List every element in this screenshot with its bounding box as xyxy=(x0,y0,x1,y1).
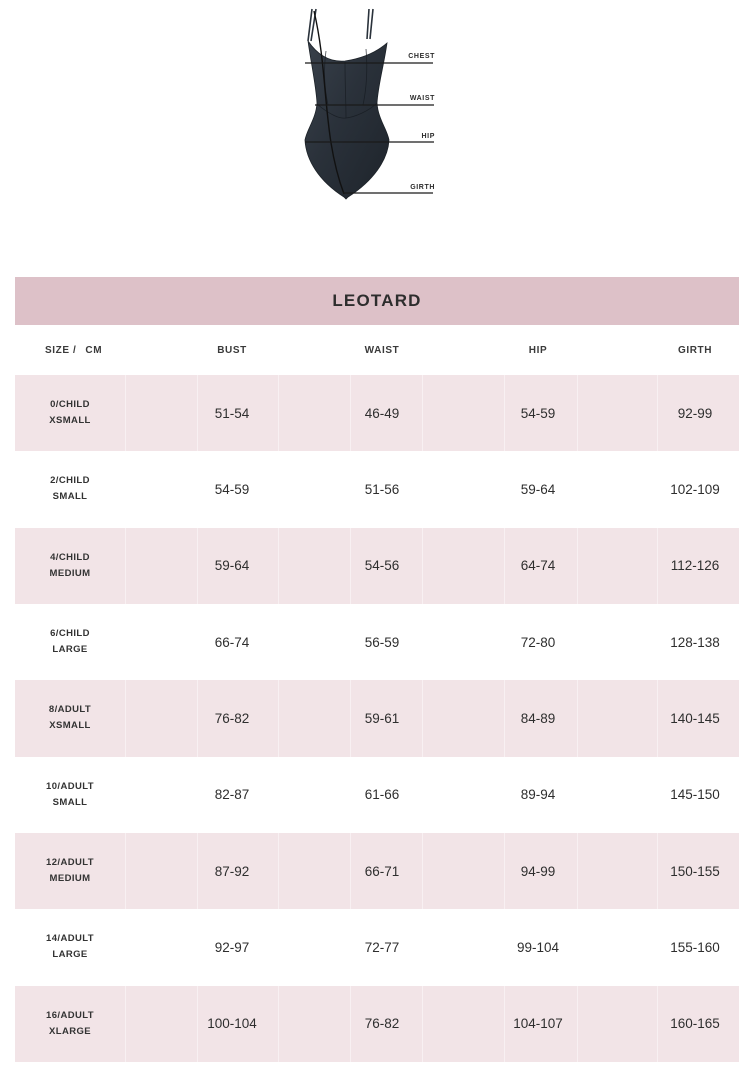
waist-value-cell: 46-49 xyxy=(364,405,400,421)
size-label-line1: 14/ADULT xyxy=(46,933,94,945)
girth-value-cell: 102-109 xyxy=(670,481,720,497)
bust-value-cell: 54-59 xyxy=(214,481,250,497)
waist-value-cell: 66-71 xyxy=(364,863,400,879)
column-header-waist: WAIST xyxy=(364,344,400,356)
hip-value-cell: 64-74 xyxy=(520,558,556,574)
size-label-line2: XLARGE xyxy=(49,1025,91,1037)
size-label-line1: 4/CHILD xyxy=(50,551,90,563)
waist-label: WAIST xyxy=(409,95,435,102)
size-cell xyxy=(15,779,125,811)
size-label-line2: MEDIUM xyxy=(49,567,91,579)
leotard-illustration xyxy=(285,5,455,215)
column-header-bust: BUST xyxy=(217,344,247,356)
table-title: LEOTARD xyxy=(332,291,422,310)
hip-value-cell: 72-80 xyxy=(520,634,556,650)
table-row xyxy=(15,528,739,604)
girth-value-cell: 112-126 xyxy=(670,558,720,574)
size-cell xyxy=(15,397,125,429)
size-cell xyxy=(15,855,125,887)
size-label-line1: 2/CHILD xyxy=(50,475,90,487)
bust-value-cell: 76-82 xyxy=(214,710,250,726)
girth-value-cell: 92-99 xyxy=(677,405,713,421)
bust-value-cell: 51-54 xyxy=(214,405,250,421)
size-label-line2: SMALL xyxy=(52,796,88,808)
hip-value-cell: 59-64 xyxy=(520,481,556,497)
leotard-measurement-diagram xyxy=(285,5,455,215)
column-header-girth: GIRTH xyxy=(677,344,713,356)
hip-value-cell: 89-94 xyxy=(520,787,556,803)
waist-value-cell: 54-56 xyxy=(364,558,400,574)
girth-value-cell: 150-155 xyxy=(670,863,720,879)
bust-value-cell: 92-97 xyxy=(214,939,250,955)
table-row xyxy=(15,604,739,680)
size-label-line2: XSMALL xyxy=(49,415,91,427)
size-label-line1: 12/ADULT xyxy=(46,857,94,869)
size-cell xyxy=(15,550,125,582)
girth-value-cell: 140-145 xyxy=(670,710,720,726)
hip-value-cell: 54-59 xyxy=(520,405,556,421)
size-cell xyxy=(15,931,125,963)
hip-label: HIP xyxy=(421,133,435,140)
table-header-row xyxy=(15,325,739,375)
waist-value-cell: 76-82 xyxy=(364,1016,400,1032)
leotard-straps xyxy=(308,9,373,41)
bust-value-cell: 82-87 xyxy=(214,787,250,803)
waist-value-cell: 72-77 xyxy=(364,939,400,955)
table-body xyxy=(15,375,739,1062)
table-row xyxy=(15,986,739,1062)
girth-label: GIRTH xyxy=(410,184,435,191)
waist-value-cell: 56-59 xyxy=(364,634,400,650)
size-label-line2: LARGE xyxy=(52,644,88,656)
hip-value-cell: 94-99 xyxy=(520,863,556,879)
chest-label: CHEST xyxy=(408,53,435,60)
column-header-hip: HIP xyxy=(528,344,548,356)
size-label-line2: XSMALL xyxy=(49,720,91,732)
size-cell xyxy=(15,626,125,658)
girth-value-cell: 155-160 xyxy=(670,939,720,955)
size-label-line1: 0/CHILD xyxy=(50,399,90,411)
hip-value-cell: 84-89 xyxy=(520,710,556,726)
size-label-line1: 16/ADULT xyxy=(46,1009,94,1021)
table-row xyxy=(15,757,739,833)
size-cell xyxy=(15,473,125,505)
size-header-label: SIZE / xyxy=(45,344,77,356)
bust-value-cell: 100-104 xyxy=(207,1016,257,1032)
girth-value-cell: 128-138 xyxy=(670,634,720,650)
size-label-line2: LARGE xyxy=(52,949,88,961)
bust-value-cell: 66-74 xyxy=(214,634,250,650)
size-label-line1: 8/ADULT xyxy=(48,704,92,716)
column-header-size xyxy=(15,345,125,356)
size-label-line1: 6/CHILD xyxy=(50,628,90,640)
size-label-line2: SMALL xyxy=(52,491,88,503)
bust-value-cell: 59-64 xyxy=(214,558,250,574)
table-row xyxy=(15,909,739,985)
table-title-band xyxy=(15,277,739,325)
leotard-body xyxy=(305,41,389,199)
girth-value-cell: 160-165 xyxy=(670,1016,720,1032)
table-row xyxy=(15,451,739,527)
size-cell xyxy=(15,702,125,734)
unit-header-label: CM xyxy=(85,344,103,356)
bust-value-cell: 87-92 xyxy=(214,863,250,879)
table-row xyxy=(15,680,739,756)
waist-value-cell: 51-56 xyxy=(364,481,400,497)
size-cell xyxy=(15,1008,125,1040)
hip-value-cell: 104-107 xyxy=(513,1016,563,1032)
size-table xyxy=(15,277,739,1062)
waist-value-cell: 59-61 xyxy=(364,710,400,726)
hip-value-cell: 99-104 xyxy=(516,939,560,955)
size-label-line1: 10/ADULT xyxy=(46,780,94,792)
waist-value-cell: 61-66 xyxy=(364,787,400,803)
table-row xyxy=(15,833,739,909)
size-label-line2: MEDIUM xyxy=(49,873,91,885)
girth-value-cell: 145-150 xyxy=(670,787,720,803)
table-row xyxy=(15,375,739,451)
